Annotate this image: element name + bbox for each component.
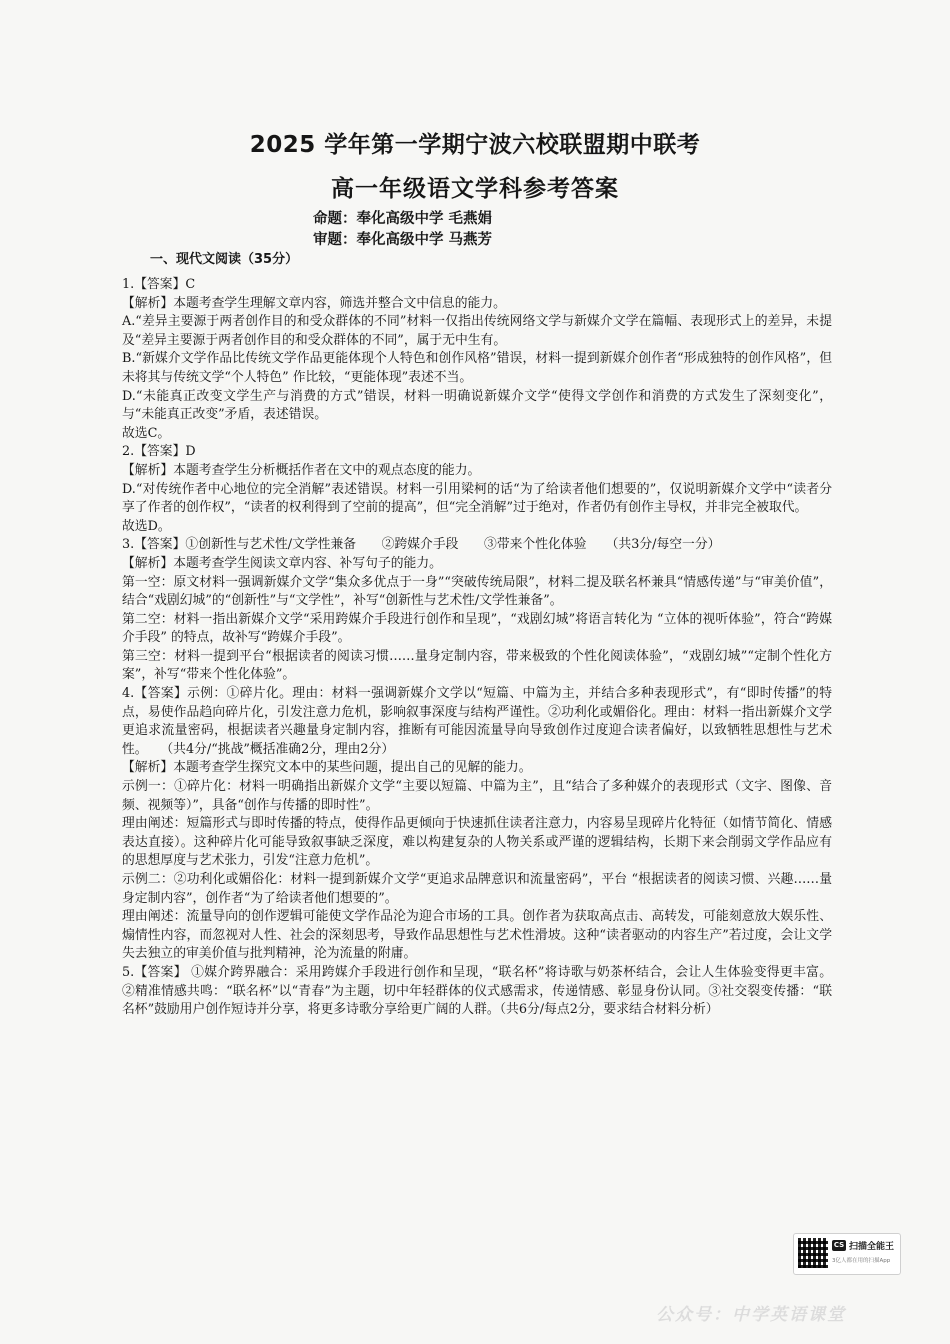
- paragraph: 【解析】本题考查学生分析概括作者在文中的观点态度的能力。: [122, 462, 481, 478]
- paragraph: 故选C。: [122, 425, 171, 441]
- paragraph: 【解析】本题考查学生理解文章内容，筛选并整合文中信息的能力。: [122, 295, 506, 311]
- paragraph: 3.【答案】①创新性与艺术性/文学性兼备 ②跨媒介手段 ③带来个性化体验 （共3分/每空一分）: [122, 537, 721, 553]
- scanner-app-name: 扫描全能王: [849, 1242, 895, 1252]
- paragraph: 2.【答案】D: [122, 444, 196, 460]
- paragraph: 理由阐述：流量导向的创作逻辑可能使文学作品沦为迎合市场的工具。创作者为获取高点击、高转发，可能刻意放大娱乐性、煽情性内容，而忽视对人性、社会的深刻思考，导致作品思想性与艺术性滑坡。这种“读者驱动的内容生产”若过度，会让文学失去独立的审美价值与批判精神，沦为流量的附庸。: [122, 909, 832, 962]
- document-title: 2025 学年第一学期宁波六校联盟期中联考: [249, 132, 701, 158]
- paragraph: 故选D。: [122, 518, 171, 534]
- paragraph: D.“未能真正改变文学生产与消费的方式”错误，材料一明确说新媒介文学“使得文学创作和消费的方式发生了深刻变化”，与“未能真正改变”矛盾，表述错误。: [122, 388, 832, 423]
- paragraph: 第三空：材料一提到平台“根据读者的阅读习惯……量身定制内容，带来极致的个性化阅读体验”，“戏剧幻城”“定制个性化方案”，补写“带来个性化体验”。: [122, 648, 832, 683]
- reviewer-line: 审题：奉化高级中学 马燕芳: [313, 232, 493, 248]
- author-line: 命题：奉化高级中学 毛燕娟: [313, 211, 493, 227]
- paragraph: 第一空：原文材料一强调新媒介文学“集众多优点于一身”“突破传统局限”，材料二提及联名杯兼具“情感传递”与“审美价值”，结合“戏剧幻城”的“创新性”与“文学性”，补写“创新性与艺术性/文学性兼备”。: [122, 574, 832, 609]
- paragraph: 5.【答案】 ①媒介跨界融合：采用跨媒介手段进行创作和呈现，“联名杯”将诗歌与奶茶杯结合，会让人生体验变得更丰富。 ②精准情感共鸣：“联名杯”以“青春”为主题，切中年轻群体的仪式感需求，传递情感、彰显身份认同。③社交裂变传播：“联名杯”鼓励用户创作短诗并分享，将更多诗歌分享给更广阔的人群。（共6分/每点2分，要求结合材料分析）: [122, 964, 832, 1018]
- paragraph: 理由阐述：短篇形式与即时传播的特点，使得作品更倾向于快速抓住读者注意力，内容易呈现碎片化特征（如情节简化、情感表达直接）。这种碎片化可能导致叙事缺乏深度，难以构建复杂的人物关系或严谨的逻辑结构，长期下来会削弱文学作品应有的思想厚度与艺术张力，引发“注意力危机”。: [122, 816, 832, 869]
- document-subtitle: 高一年级语文学科参考答案: [331, 176, 619, 202]
- paragraph: 1.【答案】C: [122, 277, 196, 292]
- paragraph: A.“差异主要源于两者创作目的和受众群体的不同”材料一仅指出传统网络文学与新媒介文学在篇幅、表现形式上的差异，未提及“差异主要源于两者创作目的和受众群体的不同”，属于无中生有。: [122, 314, 832, 348]
- paragraph: 4.【答案】示例：①碎片化。理由：材料一强调新媒介文学以“短篇、中篇为主，并结合多种表现形式”，有“即时传播”的特点，易使作品趋向碎片化，引发注意力危机，影响叙事深度与结构严谨性。②功利化或媚俗化。理由：材料一指出新媒介文学更追求流量密码，根据读者兴趣量身定制内容，推断有可能因流量导向导致创作过度迎合读者偏好，以致牺牲思想性与艺术性。 （共4分/“挑战”概括准确2分，理由2分）: [122, 686, 832, 757]
- answer-body: [122, 276, 832, 1020]
- section-heading: 一、现代文阅读（35分）: [150, 252, 299, 267]
- paragraph: B.“新媒介文学作品比传统文学作品更能体现个人特色和创作风格”错误，材料一提到新媒介创作者“形成独特的创作风格”，但未将其与传统文学“个人特色” 作比较，“更能体现”表述不当。: [122, 351, 832, 385]
- paragraph: 示例二：②功利化或媚俗化：材料一提到新媒介文学“更追求品牌意识和流量密码”，平台 “根据读者的阅读习惯、兴趣……量身定制内容”，创作者“为了给读者他们想要的”。: [122, 872, 832, 906]
- paragraph: 【解析】本题考查学生阅读文章内容、补写句子的能力。: [122, 555, 442, 571]
- scanner-logo: CS: [833, 1241, 845, 1249]
- paragraph: D.“对传统作者中心地位的完全消解”表述错误。材料一引用梁柯的话“为了给读者他们想要的”，仅说明新媒介文学中“读者分享了作者的创作权”，“读者的权利得到了空前的提高”，但“完全消解”过于绝对，作者仍有创作主导权，并非完全被取代。: [122, 481, 832, 516]
- paragraph: 示例一：①碎片化：材料一明确指出新媒介文学“主要以短篇、中篇为主”，且“结合了多种媒介的表现形式（文字、图像、音频、视频等）”，具备“创作与传播的即时性”。: [122, 779, 832, 813]
- watermark: 公众号：中学英语课堂: [656, 1305, 846, 1325]
- paragraph: 第二空：材料一指出新媒介文学“采用跨媒介手段进行创作和呈现”，“戏剧幻城”将语言转化为 “立体的视听体验”，符合“跨媒介手段” 的特点，故补写“跨媒介手段”。: [122, 611, 832, 646]
- paragraph: 【解析】本题考查学生探究文本中的某些问题，提出自己的见解的能力。: [122, 760, 532, 776]
- qr-code-icon: [798, 1238, 828, 1268]
- scanner-badge: [793, 1233, 901, 1275]
- scanner-app-tagline: 3亿人都在用的扫描App: [832, 1258, 891, 1264]
